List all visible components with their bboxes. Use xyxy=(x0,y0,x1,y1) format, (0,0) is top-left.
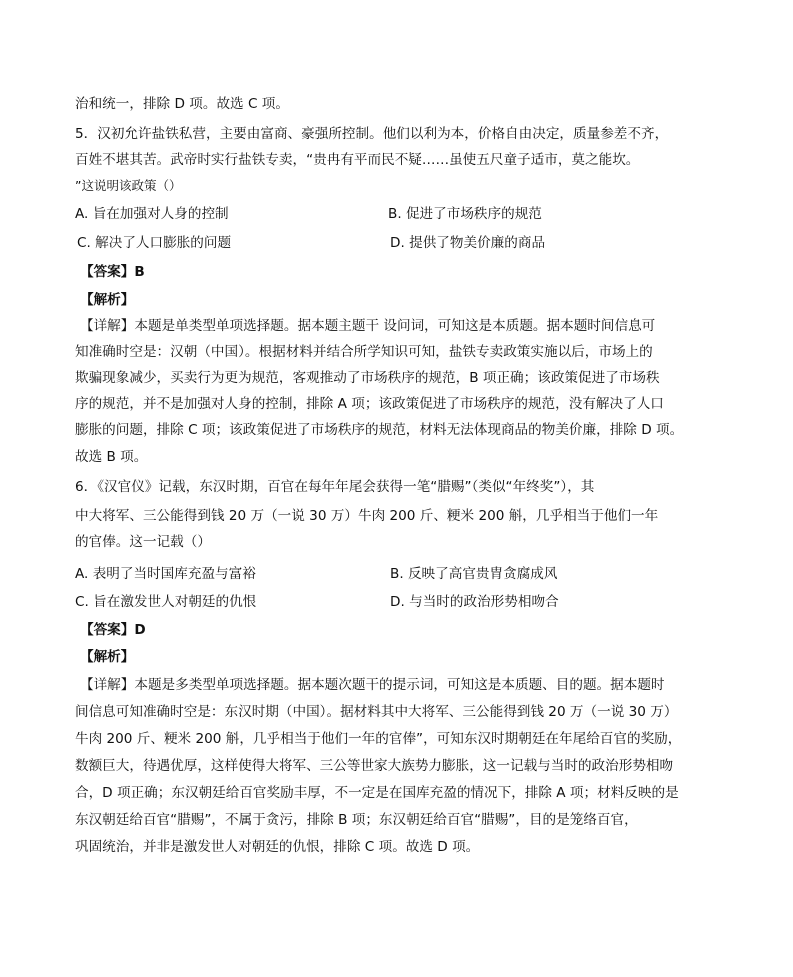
question-5-explanation: 【详解】本题是单类型单项选择题。据本题主题干 设问词，可知这是本质题。据本题时间信息可 xyxy=(80,318,656,334)
question-6-answer: 【答案】D xyxy=(80,622,146,638)
text-line: 治和统一，排除 D 项。故选 C 项。 xyxy=(75,96,289,112)
question-6-explanation: 牛肉 200 斤、粳米 200 斛，几乎相当于他们一年的官俸”，可知东汉时期朝廷在年尾给百官的奖励， xyxy=(75,731,682,747)
question-5-option-d: D. 提供了物美价廉的商品 xyxy=(390,235,546,251)
question-5-option-a: A. 旨在加强对人身的控制 xyxy=(75,206,229,222)
question-6-explanation: 巩固统治，并非是激发世人对朝廷的仇恨，排除 C 项。故选 D 项。 xyxy=(75,839,480,855)
question-6-stem: 中大将军、三公能得到钱 20 万（一说 30 万）牛肉 200 斤、粳米 200 斛，几乎相当于他们一年 xyxy=(75,508,659,524)
question-5-explanation: 知准确时空是：汉朝（中国）。根据材料并结合所学知识可知，盐铁专卖政策实施以后，市场上的 xyxy=(75,344,653,360)
question-6-option-a: A. 表明了当时国库充盈与富裕 xyxy=(75,566,256,582)
question-6-explanation: 合，D 项正确；东汉朝廷给百官奖励丰厚，不一定是在国库充盈的情况下，排除 A 项；材料反映的是 xyxy=(75,785,679,801)
question-5-explanation: 欺骗现象减少，买卖行为更为规范，客观推动了市场秩序的规范，B 项正确；该政策促进了市场秩 xyxy=(75,370,660,386)
question-5-stem: 百姓不堪其苦。武帝时实行盐铁专卖，“贵冉有平而民不疑……虽使五尺童子适市，莫之能坎。 xyxy=(75,152,640,168)
question-5-analysis-heading: 【解析】 xyxy=(80,292,135,308)
question-5-explanation: 序的规范，并不是加强对人身的控制，排除 A 项；该政策促进了市场秩序的规范，没有解决了人口 xyxy=(75,396,664,412)
question-6-stem: 的官俸。这一记载（） xyxy=(75,534,211,550)
question-5-explanation: 故选 B 项。 xyxy=(75,449,148,465)
question-6-stem: 6．《汉官仪》记载，东汉时期，百官在每年年尾会获得一笔“腊赐”（类似“年终奖”），其 xyxy=(75,479,595,495)
question-6-explanation: 数额巨大，待遇优厚，这样使得大将军、三公等世家大族势力膨胀，这一记载与当时的政治形势相吻 xyxy=(75,758,674,774)
question-5-option-b: B. 促进了市场秩序的规范 xyxy=(388,206,542,222)
question-6-explanation: 【详解】本题是多类型单项选择题。据本题次题干的提示词，可知这是本质题、目的题。据本题时 xyxy=(80,677,665,693)
question-5-explanation: 膨胀的问题，排除 C 项；该政策促进了市场秩序的规范，材料无法体现商品的物美价廉，排除 D 项。 xyxy=(75,422,684,438)
question-5-answer: 【答案】B xyxy=(80,264,145,280)
question-6-analysis-heading: 【解析】 xyxy=(80,649,135,665)
question-5-stem: ”这说明该政策（） xyxy=(75,178,182,193)
question-5-option-c: C. 解决了人口膨胀的问题 xyxy=(77,235,232,251)
question-6-explanation: 间信息可知准确时空是：东汉时期（中国）。据材料其中大将军、三公能得到钱 20 万（一说 30 万） xyxy=(75,704,678,720)
question-6-explanation: 东汉朝廷给百官“腊赐”，不属于贪污，排除 B 项；东汉朝廷给百官“腊赐”，目的是笼络百官， xyxy=(75,812,638,828)
question-6-option-b: B. 反映了高官贵胄贪腐成风 xyxy=(390,566,558,582)
question-6-option-c: C. 旨在激发世人对朝廷的仇恨 xyxy=(75,594,257,610)
question-5-stem: 5．汉初允许盐铁私营，主要由富商、豪强所控制。他们以利为本，价格自由决定，质量参差不齐， xyxy=(75,126,669,142)
question-6-option-d: D. 与当时的政治形势相吻合 xyxy=(390,594,559,610)
